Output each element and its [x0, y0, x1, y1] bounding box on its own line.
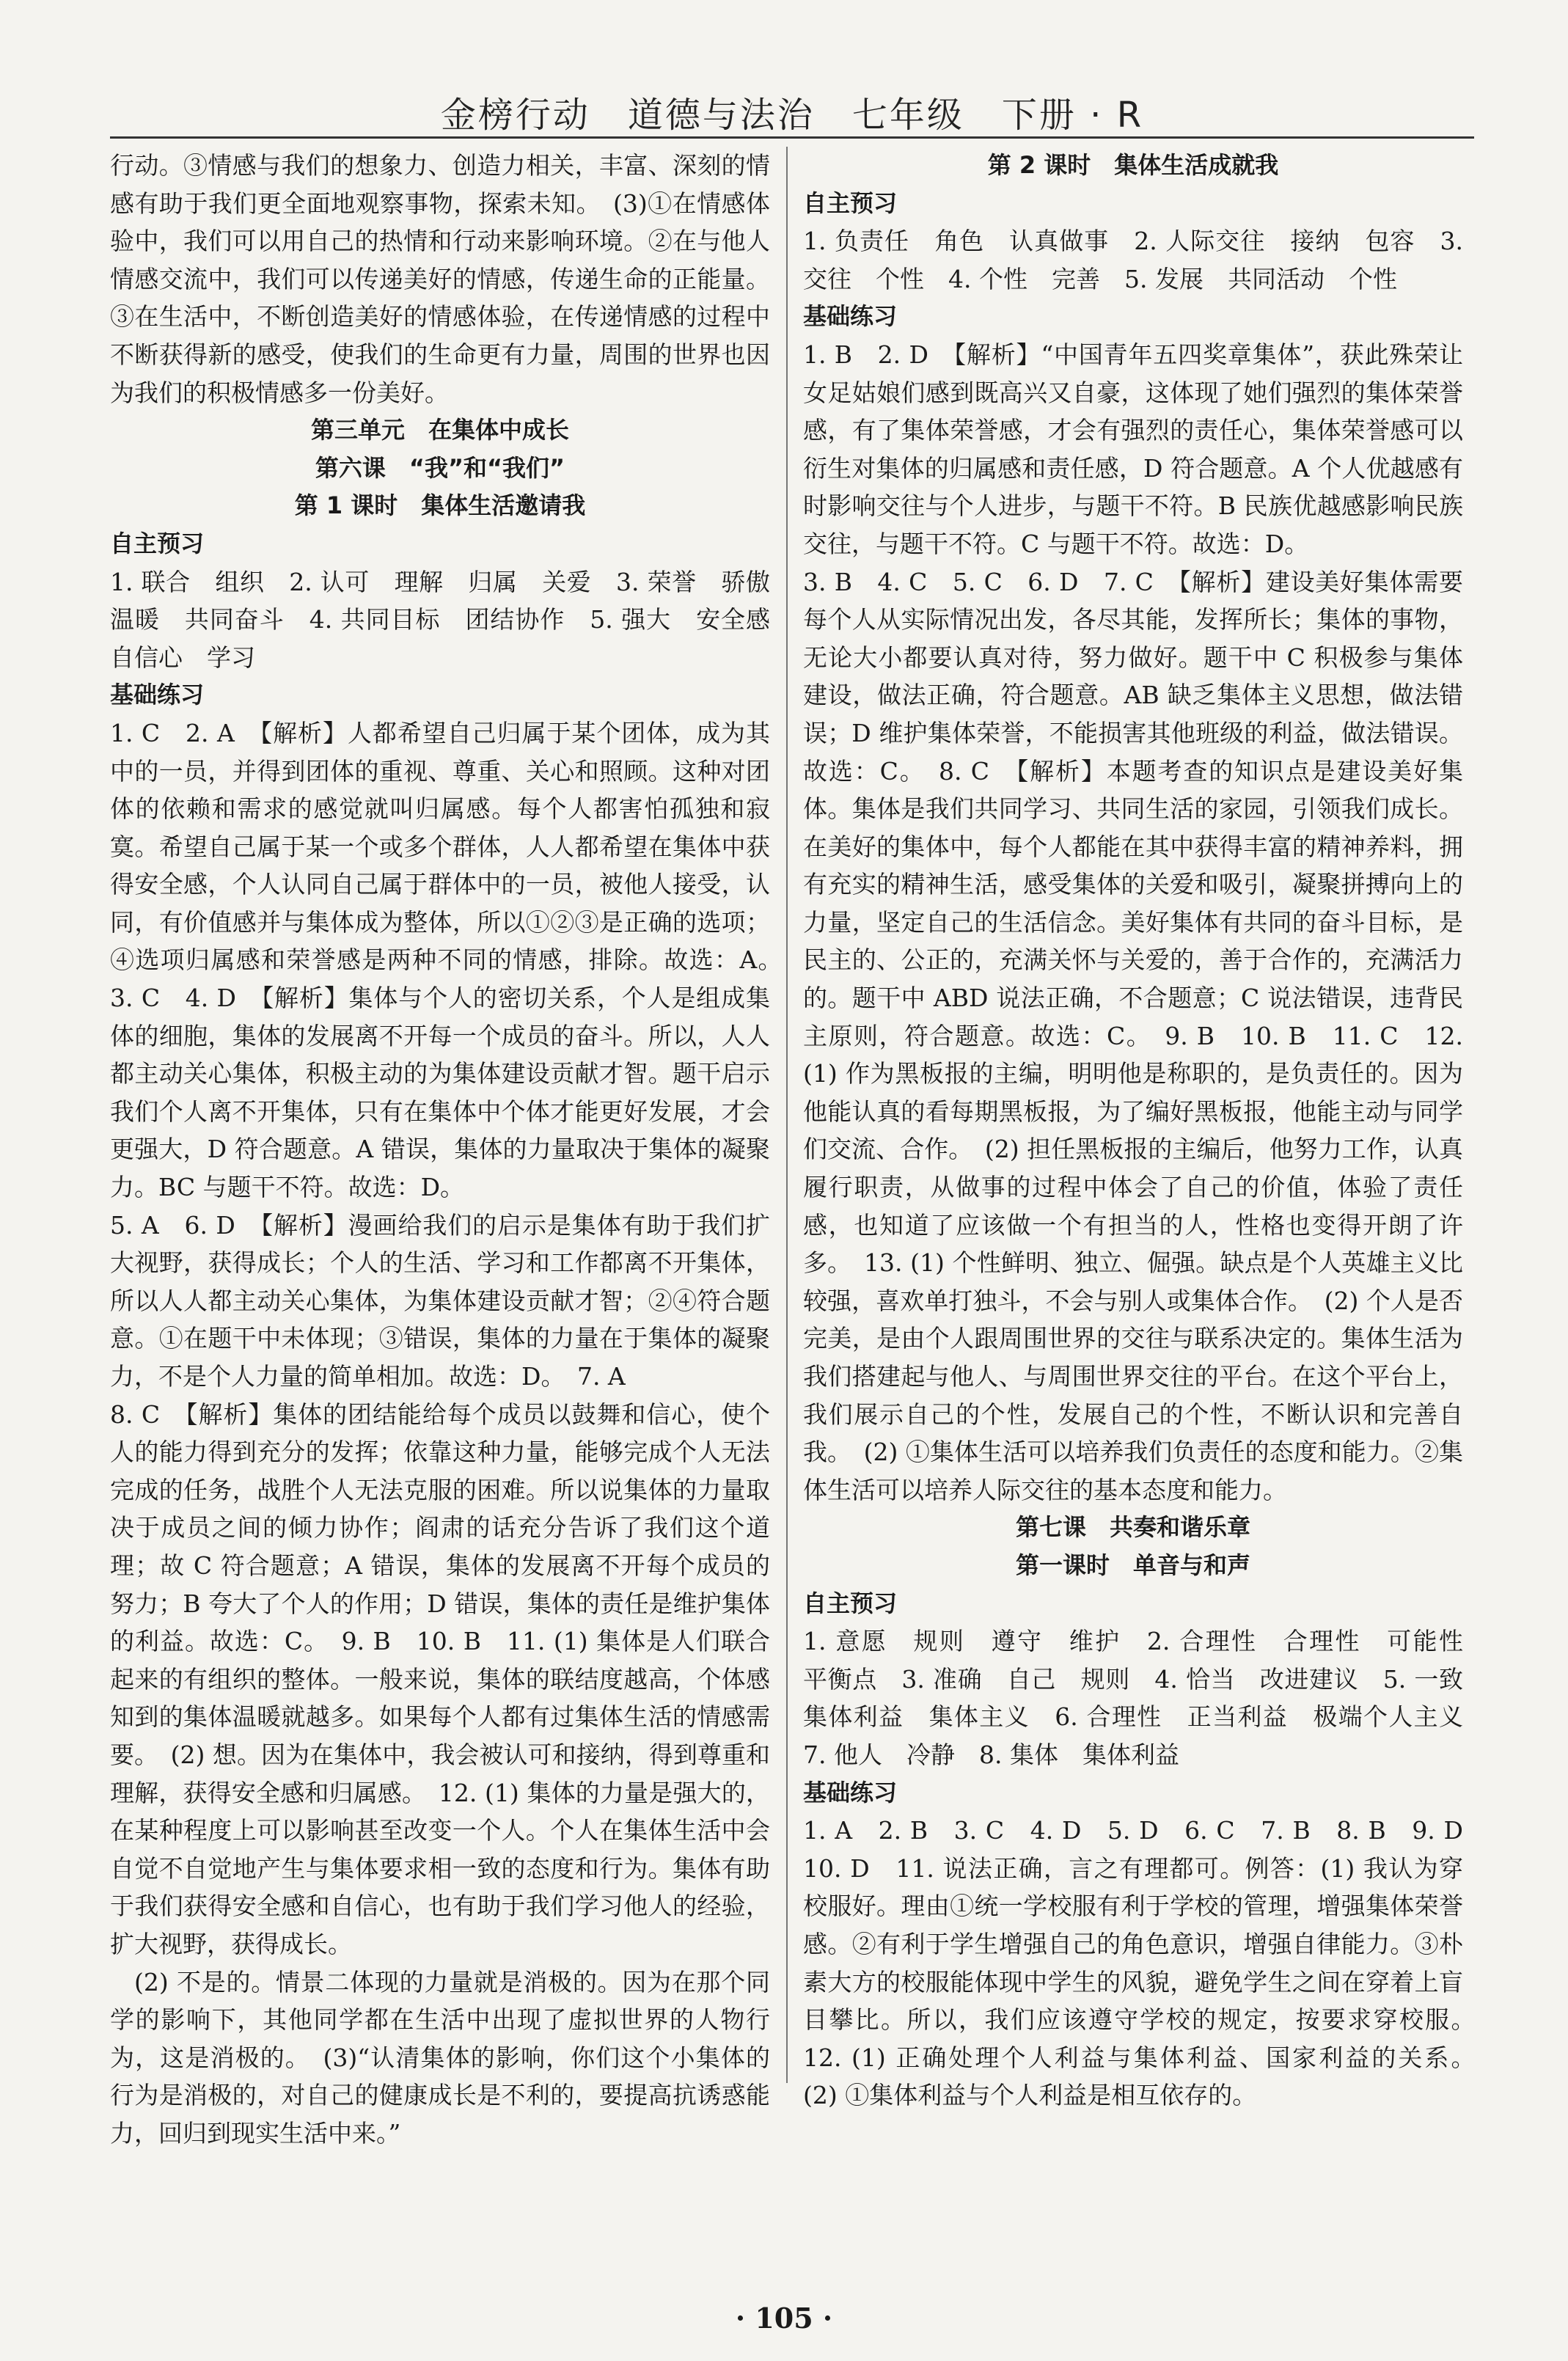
section-heading: 第三单元 在集体中成长: [310, 416, 569, 444]
answer-paragraph: 1. 负责任 角色 认真做事 2. 人际交往 接纳 包容 3. 交往 个性 4. 个性 完善 5. 发展 共同活动 个性: [803, 227, 1463, 293]
subsection-label: 基础练习: [803, 302, 898, 331]
page-number: · 105 ·: [735, 2302, 833, 2335]
section-heading: 第一课时 单音与和声: [1015, 1551, 1250, 1579]
column-divider: [786, 147, 788, 2083]
section-heading: 第 2 课时 集体生活成就我: [987, 151, 1279, 179]
answer-paragraph: 1. 意愿 规则 遵守 维护 2. 合理性 合理性 可能性 平衡点 3. 准确 自己 规则 4. 恰当 改进建议 5. 一致 集体利益 集体主义 6. 合理性 正当利益 极端个人主义 7. 他人 冷静 8. 集体 集体利益: [803, 1627, 1487, 1769]
page-header: 金榜行动 道德与法治 七年级 下册 · R: [440, 95, 1144, 136]
answer-paragraph: 1. C 2. A 【解析】人都希望自己归属于某个团体，成为其中的一员，并得到团体的重视、尊重、关心和照顾。这种对团体的依赖和需求的感觉就叫归属感。每个人都害怕孤独和寂寞。希望自己属于某一个或多个群体，人人都希望在集体中获得安全感，个人认同自己属于群体中的一员，被他人接受，认同，有价值感并与集体成为整体，所以①②③是正确的选项；④选项归属感和荣誉感是两种不同的情感，排除。故选：A。 3. C 4. D 【解析】集体与个人的密切关系，个人是组成集体的细胞，集体的发展离不开每一个成员的奋斗。所以，人人都主动关心集体，积极主动的为集体建设贡献才智。题干启示我们个人离不开集体，只有在集体中个体才能更好发展，才会更强大，D 符合题意。A 错误，集体的力量取决于集体的凝聚力。BC 与题干不符。故选：D。: [110, 718, 794, 1202]
section-heading: 第七课 共奏和谐乐章: [1015, 1513, 1250, 1542]
answer-paragraph: 5. A 6. D 【解析】漫画给我们的启示是集体有助于我们扩大视野，获得成长；个人的生活、学习和工作都离不开集体，所以人人都主动关心集体，为集体建设贡献才智；②④符合题意。①在题干中未体现；③错误，集体的力量在于集体的凝聚力，不是个人力量的简单相加。故选：D。 7. A: [110, 1210, 770, 1391]
section-heading: 第 1 课时 集体生活邀请我: [294, 491, 586, 520]
right-column: [803, 147, 1487, 2115]
subsection-label: 自主预习: [803, 1589, 898, 1617]
answer-paragraph: 3. B 4. C 5. C 6. D 7. C 【解析】建设美好集体需要每个人从实际情况出发，各尽其能，发挥所长；集体的事物，无论大小都要认真对待，努力做好。题干中 C 积极参与集体建设，做法正确，符合题意。AB 缺乏集体主义思想，做法错误；D 维护集体荣誉，不能损害其他班级的利益，做法错误。故选：C。 8. C 【解析】本题考查的知识点是建设美好集体。集体是我们共同学习、共同生活的家园，引领我们成长。在美好的集体中，每个人都能在其中获得丰富的精神养料，拥有充实的精神生活，感受集体的关爱和吸引，凝聚拼搏向上的力量，坚定自己的生活信念。美好集体有共同的奋斗目标，是民主的、公正的，充满关怀与关爱的，善于合作的，充满活力的。题干中 ABD 说法正确，不合题意；C 说法错误，违背民主原则，符合题意。故选：C。 9. B 10. B 11. C 12. (1) 作为黑板报的主编，明明他是称职的，是负责任的。因为他能认真的看每期黑板报，为了编好黑板报，他能主动与同学们交流、合作。 (2) 担任黑板报的主编后，他努力工作，认真履行职责，从做事的过程中体会了自己的价值，体验了责任感，也知道了应该做一个有担当的人，性格也变得开朗了许多。 13. (1) 个性鲜明、独立、倔强。缺点是个人英雄主义比较强，喜欢单打独斗，不会与别人或集体合作。 (2) 个人是否完美，是由个人跟周围世界的交往与联系决定的。集体生活为我们搭建起与他人、与周围世界交往的平台。在这个平台上，我们展示自己的个性，发展自己的个性，不断认识和完善自我。 (2) ①集体生活可以培养我们负责任的态度和能力。②集体生活可以培养人际交往的基本态度和能力。: [803, 567, 1463, 1504]
answer-paragraph: (2) 不是的。情景二体现的力量就是消极的。因为在那个同学的影响下，其他同学都在生活中出现了虚拟世界的人物行为，这是消极的。 (3)“认清集体的影响，你们这个小集体的行为是消极的，对自己的健康成长是不利的，要提高抗诱惑能力，回归到现实生活中来。”: [110, 1967, 770, 2148]
section-heading: 第六课 “我”和“我们”: [315, 453, 565, 482]
subsection-label: 自主预习: [110, 529, 205, 557]
answer-paragraph: 8. C 【解析】集体的团结能给每个成员以鼓舞和信心，使个人的能力得到充分的发挥；依靠这种力量，能够完成个人无法完成的任务，战胜个人无法克服的困难。所以说集体的力量取决于成员之间的倾力协作；阎肃的话充分告诉了我们这个道理；故 C 符合题意；A 错误，集体的发展离不开每个成员的努力；B 夸大了个人的作用；D 错误，集体的责任是维护集体的利益。故选：C。 9. B 10. B 11. (1) 集体是人们联合起来的有组织的整体。一般来说，集体的联结度越高，个体感知到的集体温暖就越多。如果每个人都有过集体生活的情感需要。 (2) 想。因为在集体中，我会被认可和接纳，得到尊重和理解，获得安全感和归属感。 12. (1) 集体的力量是强大的，在某种程度上可以影响甚至改变一个人。个人在集体生活中会自觉不自觉地产生与集体要求相一致的态度和行为。集体有助于我们获得安全感和自信心，也有助于我们学习他人的经验，扩大视野，获得成长。: [110, 1399, 770, 1958]
answer-paragraph: 1. 联合 组织 2. 认可 理解 归属 关爱 3. 荣誉 骄傲 温暖 共同奋斗 4. 共同目标 团结协作 5. 强大 安全感 自信心 学习: [110, 567, 794, 672]
answer-paragraph: 1. B 2. D 【解析】“中国青年五四奖章集体”，获此殊荣让女足姑娘们感到既高兴又自豪，这体现了她们强烈的集体荣誉感，有了集体荣誉感，才会有强烈的责任心，集体荣誉感可以衍生对集体的归属感和责任感，D 符合题意。A 个人优越感有时影响交往与个人进步，与题干不符。B 民族优越感影响民族交往，与题干不符。C 与题干不符。故选：D。: [803, 340, 1463, 558]
left-column: [110, 147, 794, 2152]
answer-paragraph: 行动。③情感与我们的想象力、创造力相关，丰富、深刻的情感有助于我们更全面地观察事物，探索未知。 (3)①在情感体验中，我们可以用自己的热情和行动来影响环境。②在与他人情感交流中，我们可以传递美好的情感，传递生命的正能量。③在生活中，不断创造美好的情感体验，在传递情感的过程中不断获得新的感受，使我们的生命更有力量，周围的世界也因为我们的积极情感多一份美好。: [110, 151, 770, 407]
subsection-label: 基础练习: [803, 1778, 898, 1807]
answer-paragraph: 1. A 2. B 3. C 4. D 5. D 6. C 7. B 8. B 9. D 10. D 11. 说法正确，言之有理都可。例答：(1) 我认为穿校服好。理由①统一学校服有利于学校的管理，增强集体荣誉感。②有利于学生增强自己的角色意识，增强自律能力。③朴素大方的校服能体现中学生的风貌，避免学生之间在穿着上盲目攀比。所以，我们应该遵守学校的规定，按要求穿校服。 12. (1) 正确处理个人利益与集体利益、国家利益的关系。 (2) ①集体利益与个人利益是相互依存的。: [803, 1816, 1487, 2110]
header-rule: [110, 136, 1474, 139]
subsection-label: 自主预习: [803, 188, 898, 217]
subsection-label: 基础练习: [110, 681, 205, 709]
